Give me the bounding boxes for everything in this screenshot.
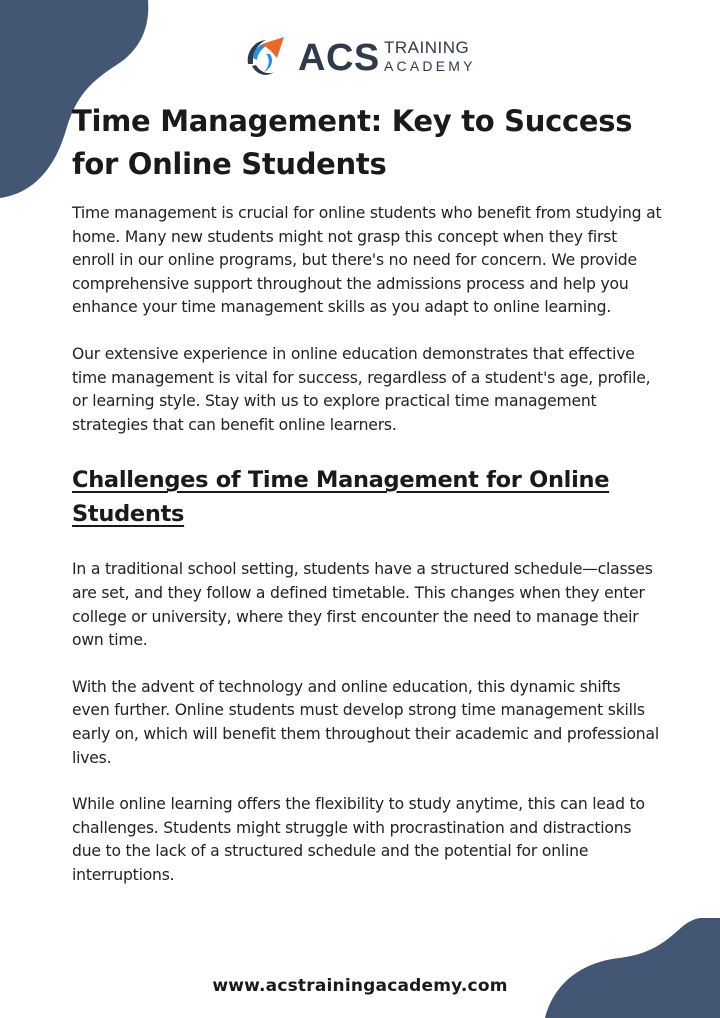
page-title: Time Management: Key to Success for Online Students <box>72 104 633 181</box>
article-content <box>72 100 662 887</box>
brand-logo <box>244 36 484 80</box>
section-heading: Challenges of Time Management for Online Students <box>72 467 610 528</box>
section-paragraph: While online learning offers the flexibility to study anytime, this can lead to challenges. Students might struggle with procrastination and distractions due to the lack of a structured schedule and the potential for online interruptions. <box>72 795 645 884</box>
intro-paragraph: Time management is crucial for online students who benefit from studying at home. Many new students might not grasp this concept when they first enroll in our online programs, but there's no need for concern. We provide comprehensive support throughout the admissions process and help you enhance your time management skills as you adapt to online learning. <box>72 204 662 317</box>
section-paragraph: In a traditional school setting, students have a structured schedule—classes are set, and they follow a defined timetable. This changes when they enter college or university, where they first encounter the need to manage their own time. <box>72 560 653 650</box>
intro-paragraph: Our extensive experience in online education demonstrates that effective time management is vital for success, regardless of a student's age, profile, or learning style. Stay with us to explore practical time management strategies that can benefit online learners. <box>72 344 651 434</box>
logo-acs-text: ACS <box>298 37 380 79</box>
section-paragraph: With the advent of technology and online education, this dynamic shifts even further. Online students must develop strong time management skills early on, which will benefit them throughout their academic and professional lives. <box>72 677 659 767</box>
footer-website-link[interactable]: www.acstrainingacademy.com <box>212 976 508 996</box>
graduation-rocket-icon <box>244 36 290 80</box>
decorative-corner-shape-bottom <box>545 918 720 1018</box>
logo-training-text: TRAINING <box>384 38 470 57</box>
logo-academy-text: ACADEMY <box>384 58 476 74</box>
